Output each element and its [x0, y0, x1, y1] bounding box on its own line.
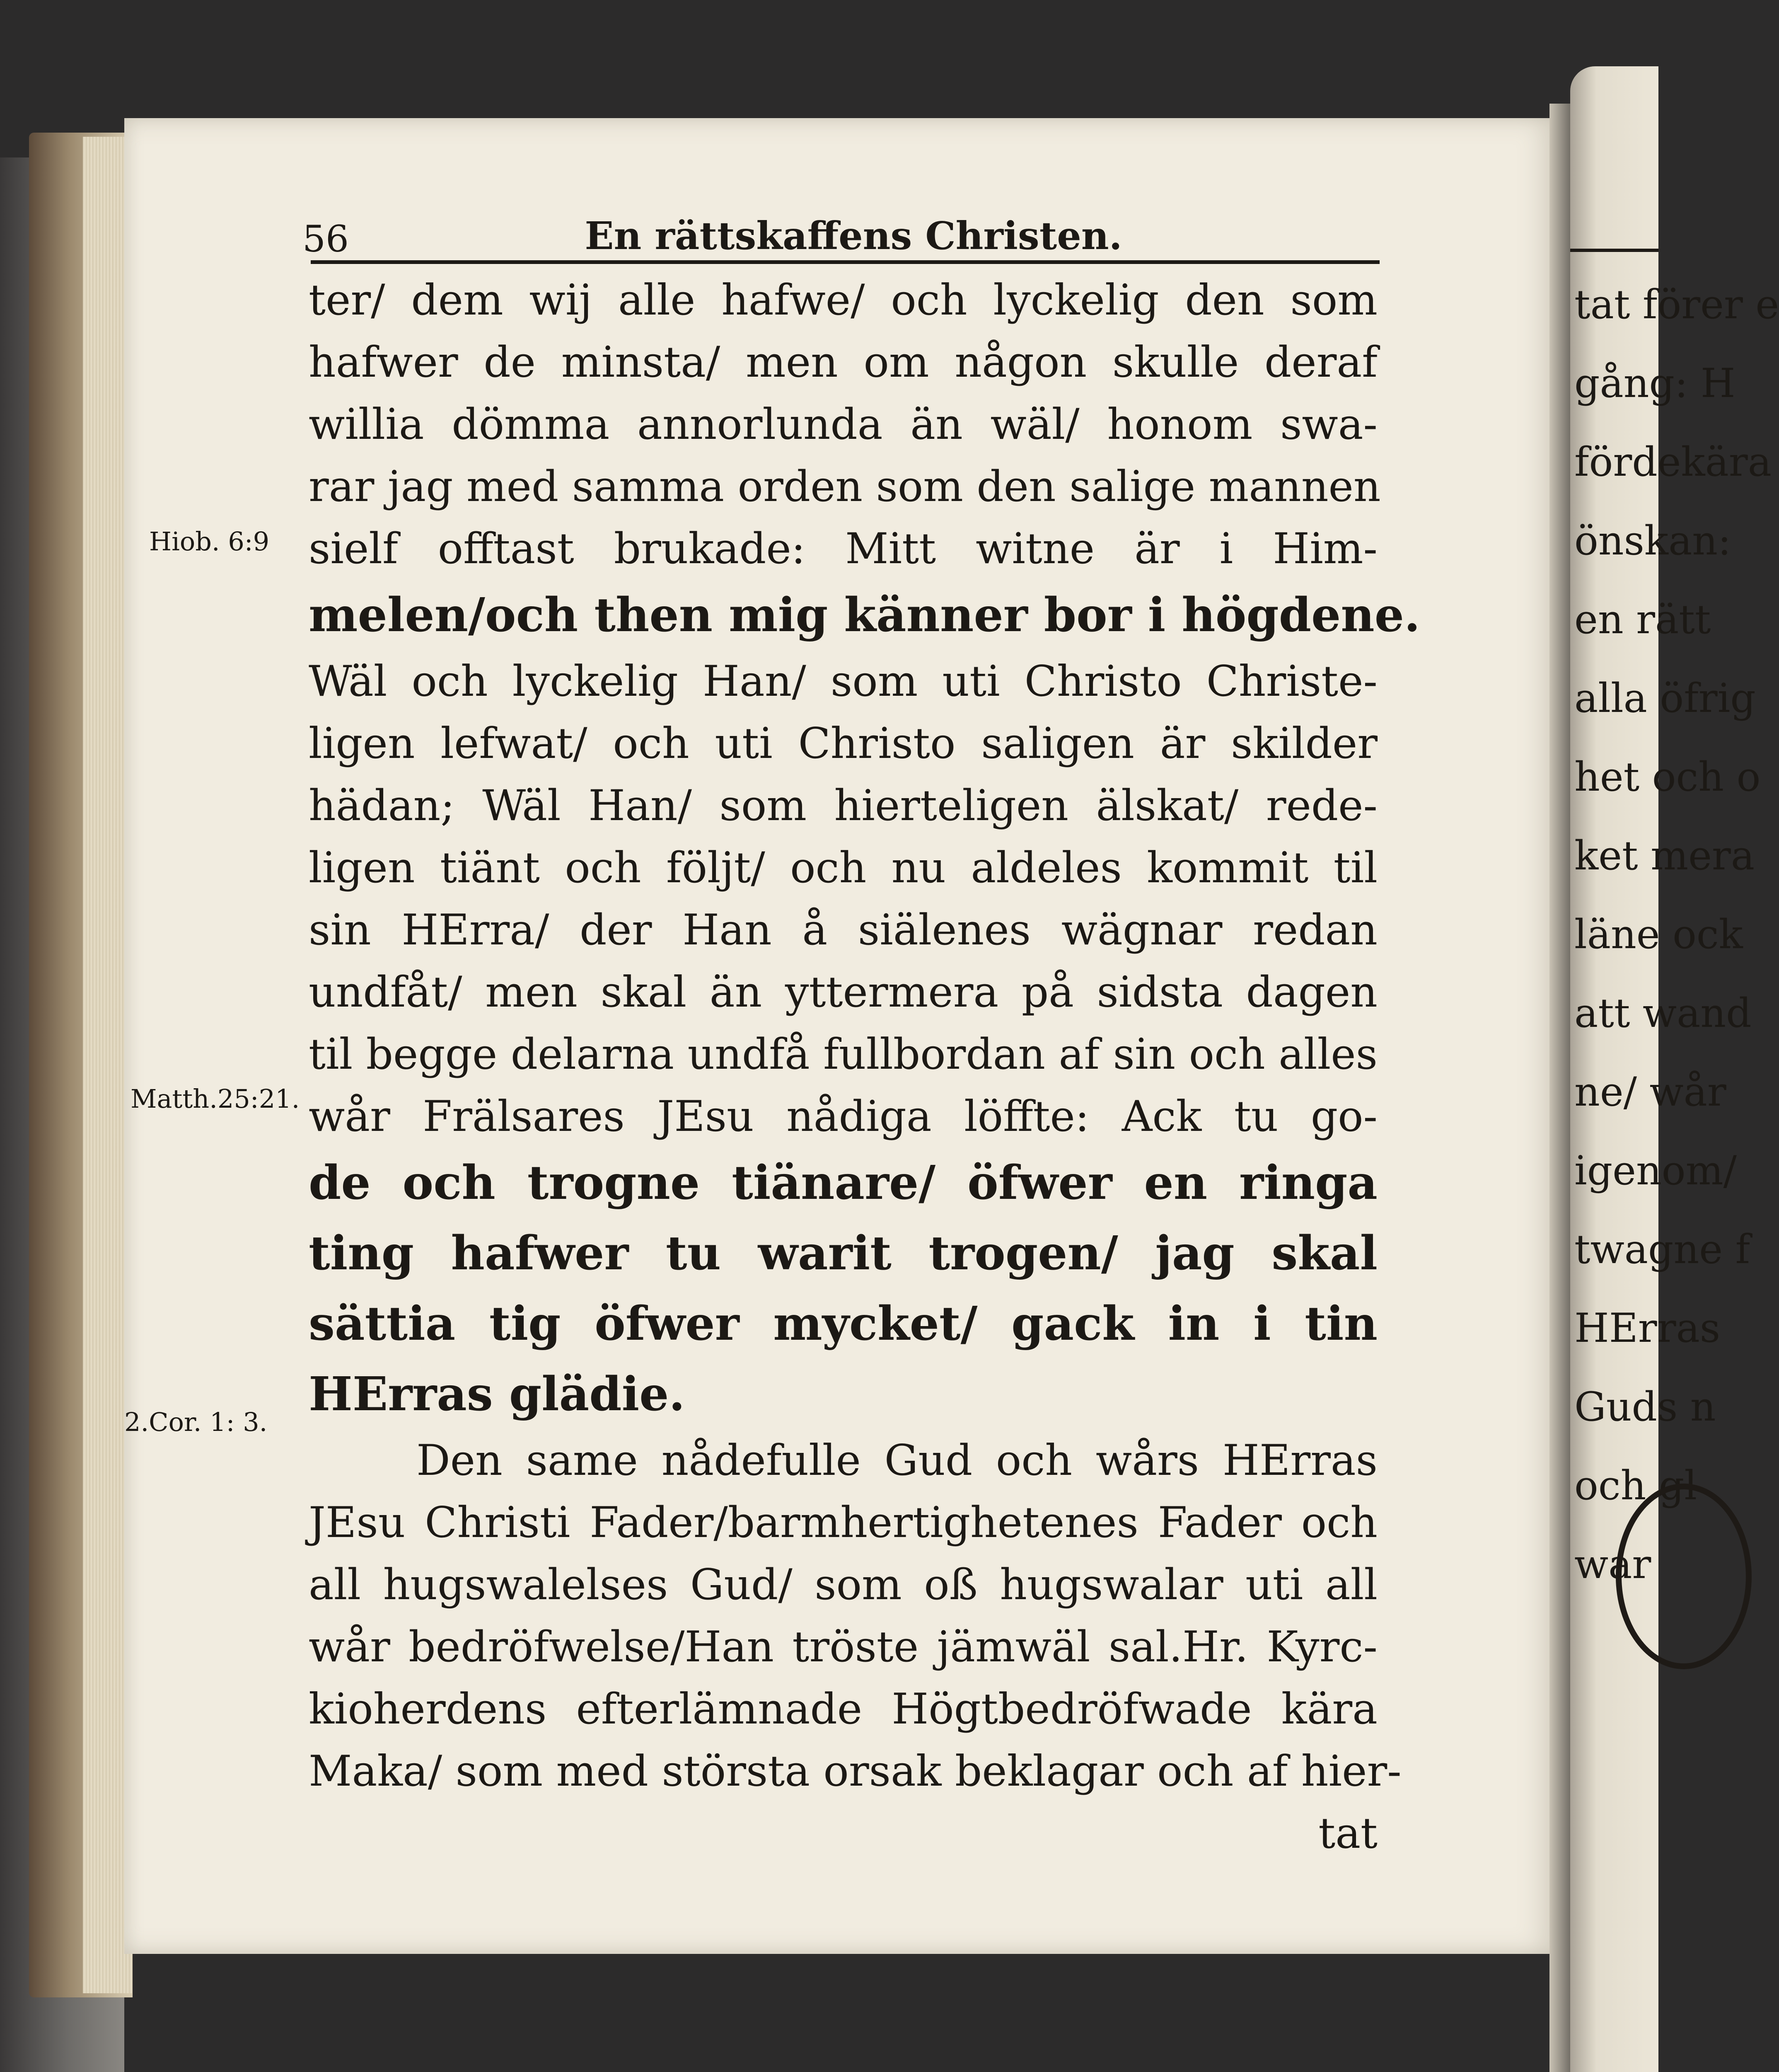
text-line: sättia tig öfwer mycket/ gack in i tin — [309, 1297, 1378, 1351]
facing-line: twagne f — [1574, 1226, 1750, 1273]
text-line: hafwer de minsta/ men om någon skulle deraf — [309, 338, 1378, 387]
text-line: undfåt/ men skal än yttermera på sidsta dagen — [309, 968, 1378, 1017]
text-line: ligen lefwat/ och uti Christo saligen är skilder — [309, 719, 1378, 768]
facing-line: ket mera — [1574, 833, 1755, 879]
page-number: 56 — [302, 218, 349, 260]
header-rule — [311, 260, 1380, 264]
text-line: kioherdens efterlämnade Högtbedröfwade kära — [309, 1685, 1378, 1734]
text-line: sin HErra/ der Han å siälenes wägnar redan — [309, 905, 1378, 955]
facing-line: önskan: — [1574, 518, 1731, 564]
facing-line: fördekära — [1574, 439, 1772, 485]
facing-line: war — [1574, 1541, 1651, 1588]
facing-line: igenom/ — [1574, 1147, 1737, 1194]
catchword: tat — [1318, 1809, 1378, 1858]
text-line: hädan; Wäl Han/ som hierteligen älskat/ rede- — [309, 781, 1378, 830]
text-line: ting hafwer tu warit trogen/ jag skal — [309, 1226, 1378, 1280]
facing-line: tat förer e — [1574, 281, 1779, 328]
facing-line: och gl — [1574, 1462, 1697, 1509]
facing-line: HErras — [1574, 1305, 1721, 1351]
facing-line: het och o — [1574, 754, 1761, 800]
body-text — [309, 269, 1420, 1865]
text-line: Maka/ som med största orsak beklagar och af hier- — [309, 1747, 1402, 1796]
facing-page-text — [1574, 265, 1779, 1604]
text-line: til begge delarna undfå fullbordan af sin och alles — [309, 1030, 1378, 1079]
facing-page-ornament — [1616, 1484, 1752, 1669]
facing-line: Guds n — [1574, 1384, 1716, 1430]
margin-reference: Hiob. 6:9 — [149, 526, 270, 557]
text-line: JEsu Christi Fader/barmhertighetenes Fader och — [309, 1498, 1378, 1547]
facing-line: att wand — [1574, 990, 1752, 1036]
text-line: ligen tiänt och följt/ och nu aldeles kommit til — [309, 843, 1378, 893]
text-line: Wäl och lyckelig Han/ som uti Christo Christe- — [309, 657, 1378, 706]
facing-line: alla öfrig — [1574, 675, 1756, 721]
text-line: de och trogne tiänare/ öfwer en ringa — [309, 1156, 1378, 1210]
running-head — [302, 209, 1371, 267]
margin-reference: 2.Cor. 1: 3. — [124, 1407, 268, 1437]
text-line: ter/ dem wij alle hafwe/ och lyckelig den som — [309, 276, 1378, 325]
facing-line: en rätt — [1574, 596, 1711, 643]
text-line: HErras glädie. — [309, 1367, 685, 1421]
text-line: all hugswalelses Gud/ som oß hugswalar uti all — [309, 1560, 1378, 1610]
facing-line: ne/ wår — [1574, 1069, 1726, 1115]
facing-page-header-rule — [1570, 249, 1658, 252]
text-line: wår bedröfwelse/Han tröste jämwäl sal.Hr. Kyrc- — [309, 1622, 1378, 1672]
margin-reference: Matth.25:21. — [131, 1084, 300, 1114]
facing-line: läne ock — [1574, 911, 1743, 958]
text-line: Den same nådefulle Gud och wårs HErras — [416, 1436, 1378, 1485]
text-line: sielf offtast brukade: Mitt witne är i Him- — [309, 524, 1378, 574]
text-line: wår Frälsares JEsu nådiga löffte: Ack tu go- — [309, 1092, 1378, 1141]
text-line: willia dömma annorlunda än wäl/ honom swa- — [309, 400, 1378, 449]
text-line: melen/och then mig känner bor i högdene. — [309, 588, 1420, 642]
running-head-title: En rättskaffens Christen. — [585, 213, 1122, 258]
facing-line: gång: H — [1574, 360, 1735, 407]
text-line: rar jag med samma orden som den salige mannen — [309, 462, 1381, 511]
